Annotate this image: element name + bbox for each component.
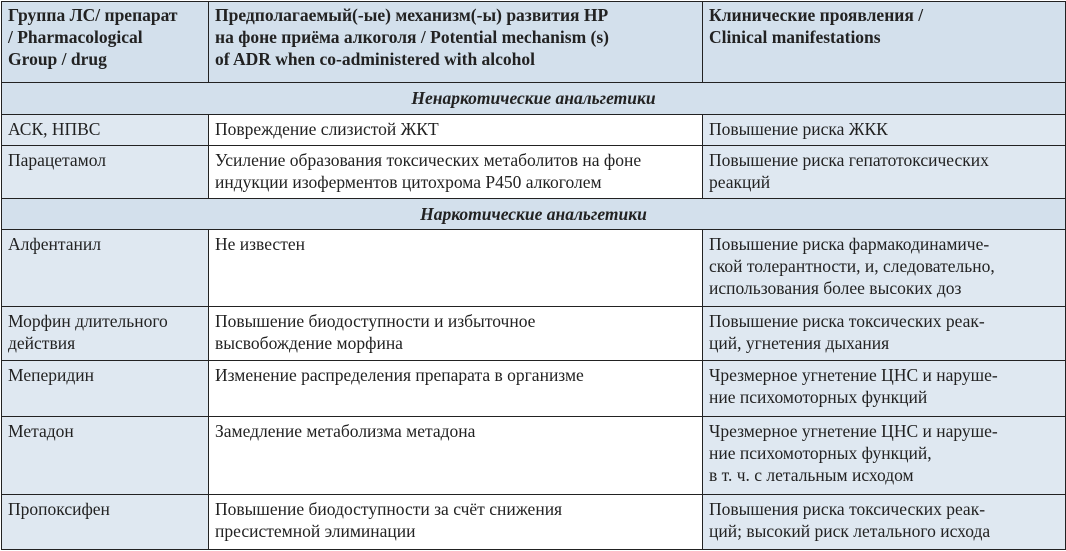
mechanism-cell: Повышение биодоступности за счёт снижения пресистемной элиминации	[209, 494, 703, 549]
section-row-narcotic	[2, 198, 1066, 229]
manifestation-cell: Повышение риска ЖКК	[703, 114, 1066, 145]
drug-cell: Парацетамол	[2, 145, 209, 198]
section-title-non-narcotic: Ненаркотические анальгетики	[2, 83, 1066, 114]
manifestation-cell: Повышение риска токсических реак- ций, угнетения дыхания	[703, 307, 1066, 361]
table-row	[2, 114, 1066, 145]
table-row	[2, 230, 1066, 307]
drug-cell: Меперидин	[2, 361, 209, 416]
manifestation-cell: Повышение риска гепатотоксических реакций	[703, 145, 1066, 198]
header-row	[2, 2, 1066, 83]
manifestation-cell: Повышение риска фармакодинамиче- ской толерантности, и, следовательно, использования более высоких доз	[703, 230, 1066, 307]
table-row	[2, 145, 1066, 198]
mechanism-cell: Не известен	[209, 230, 703, 307]
mechanism-cell: Замедление метаболизма метадона	[209, 416, 703, 494]
section-row-non-narcotic	[2, 83, 1066, 114]
drug-cell: Пропоксифен	[2, 494, 209, 549]
table-row	[2, 494, 1066, 549]
table-row	[2, 361, 1066, 416]
drug-cell: АСК, НПВС	[2, 114, 209, 145]
adr-table	[1, 1, 1066, 550]
table-row	[2, 416, 1066, 494]
mechanism-cell: Изменение распределения препарата в организме	[209, 361, 703, 416]
mechanism-cell: Повреждение слизистой ЖКТ	[209, 114, 703, 145]
drug-cell: Алфентанил	[2, 230, 209, 307]
table-row	[2, 307, 1066, 361]
section-title-narcotic: Наркотические анальгетики	[2, 198, 1066, 229]
drug-cell: Морфин длительного действия	[2, 307, 209, 361]
manifestation-cell: Повышения риска токсических реак- ций; высокий риск летального исхода	[703, 494, 1066, 549]
header-drug-group: Группа ЛС/ препарат / Pharmacological Group / drug	[2, 2, 209, 83]
drug-cell: Метадон	[2, 416, 209, 494]
header-mechanism: Предполагаемый(-ые) механизм(-ы) развития НР на фоне приёма алкоголя / Potential mechanism (s) of ADR when co-administered with alcohol	[209, 2, 703, 83]
manifestation-cell: Чрезмерное угнетение ЦНС и наруше- ние психомоторных функций	[703, 361, 1066, 416]
header-clinical-manifestations: Клинические проявления / Clinical manifestations	[703, 2, 1066, 83]
manifestation-cell: Чрезмерное угнетение ЦНС и наруше- ние психомоторных функций, в т. ч. с летальным исходом	[703, 416, 1066, 494]
mechanism-cell: Усиление образования токсических метаболитов на фоне индукции изоферментов цитохрома Р450 алкоголем	[209, 145, 703, 198]
mechanism-cell: Повышение биодоступности и избыточное высвобождение морфина	[209, 307, 703, 361]
